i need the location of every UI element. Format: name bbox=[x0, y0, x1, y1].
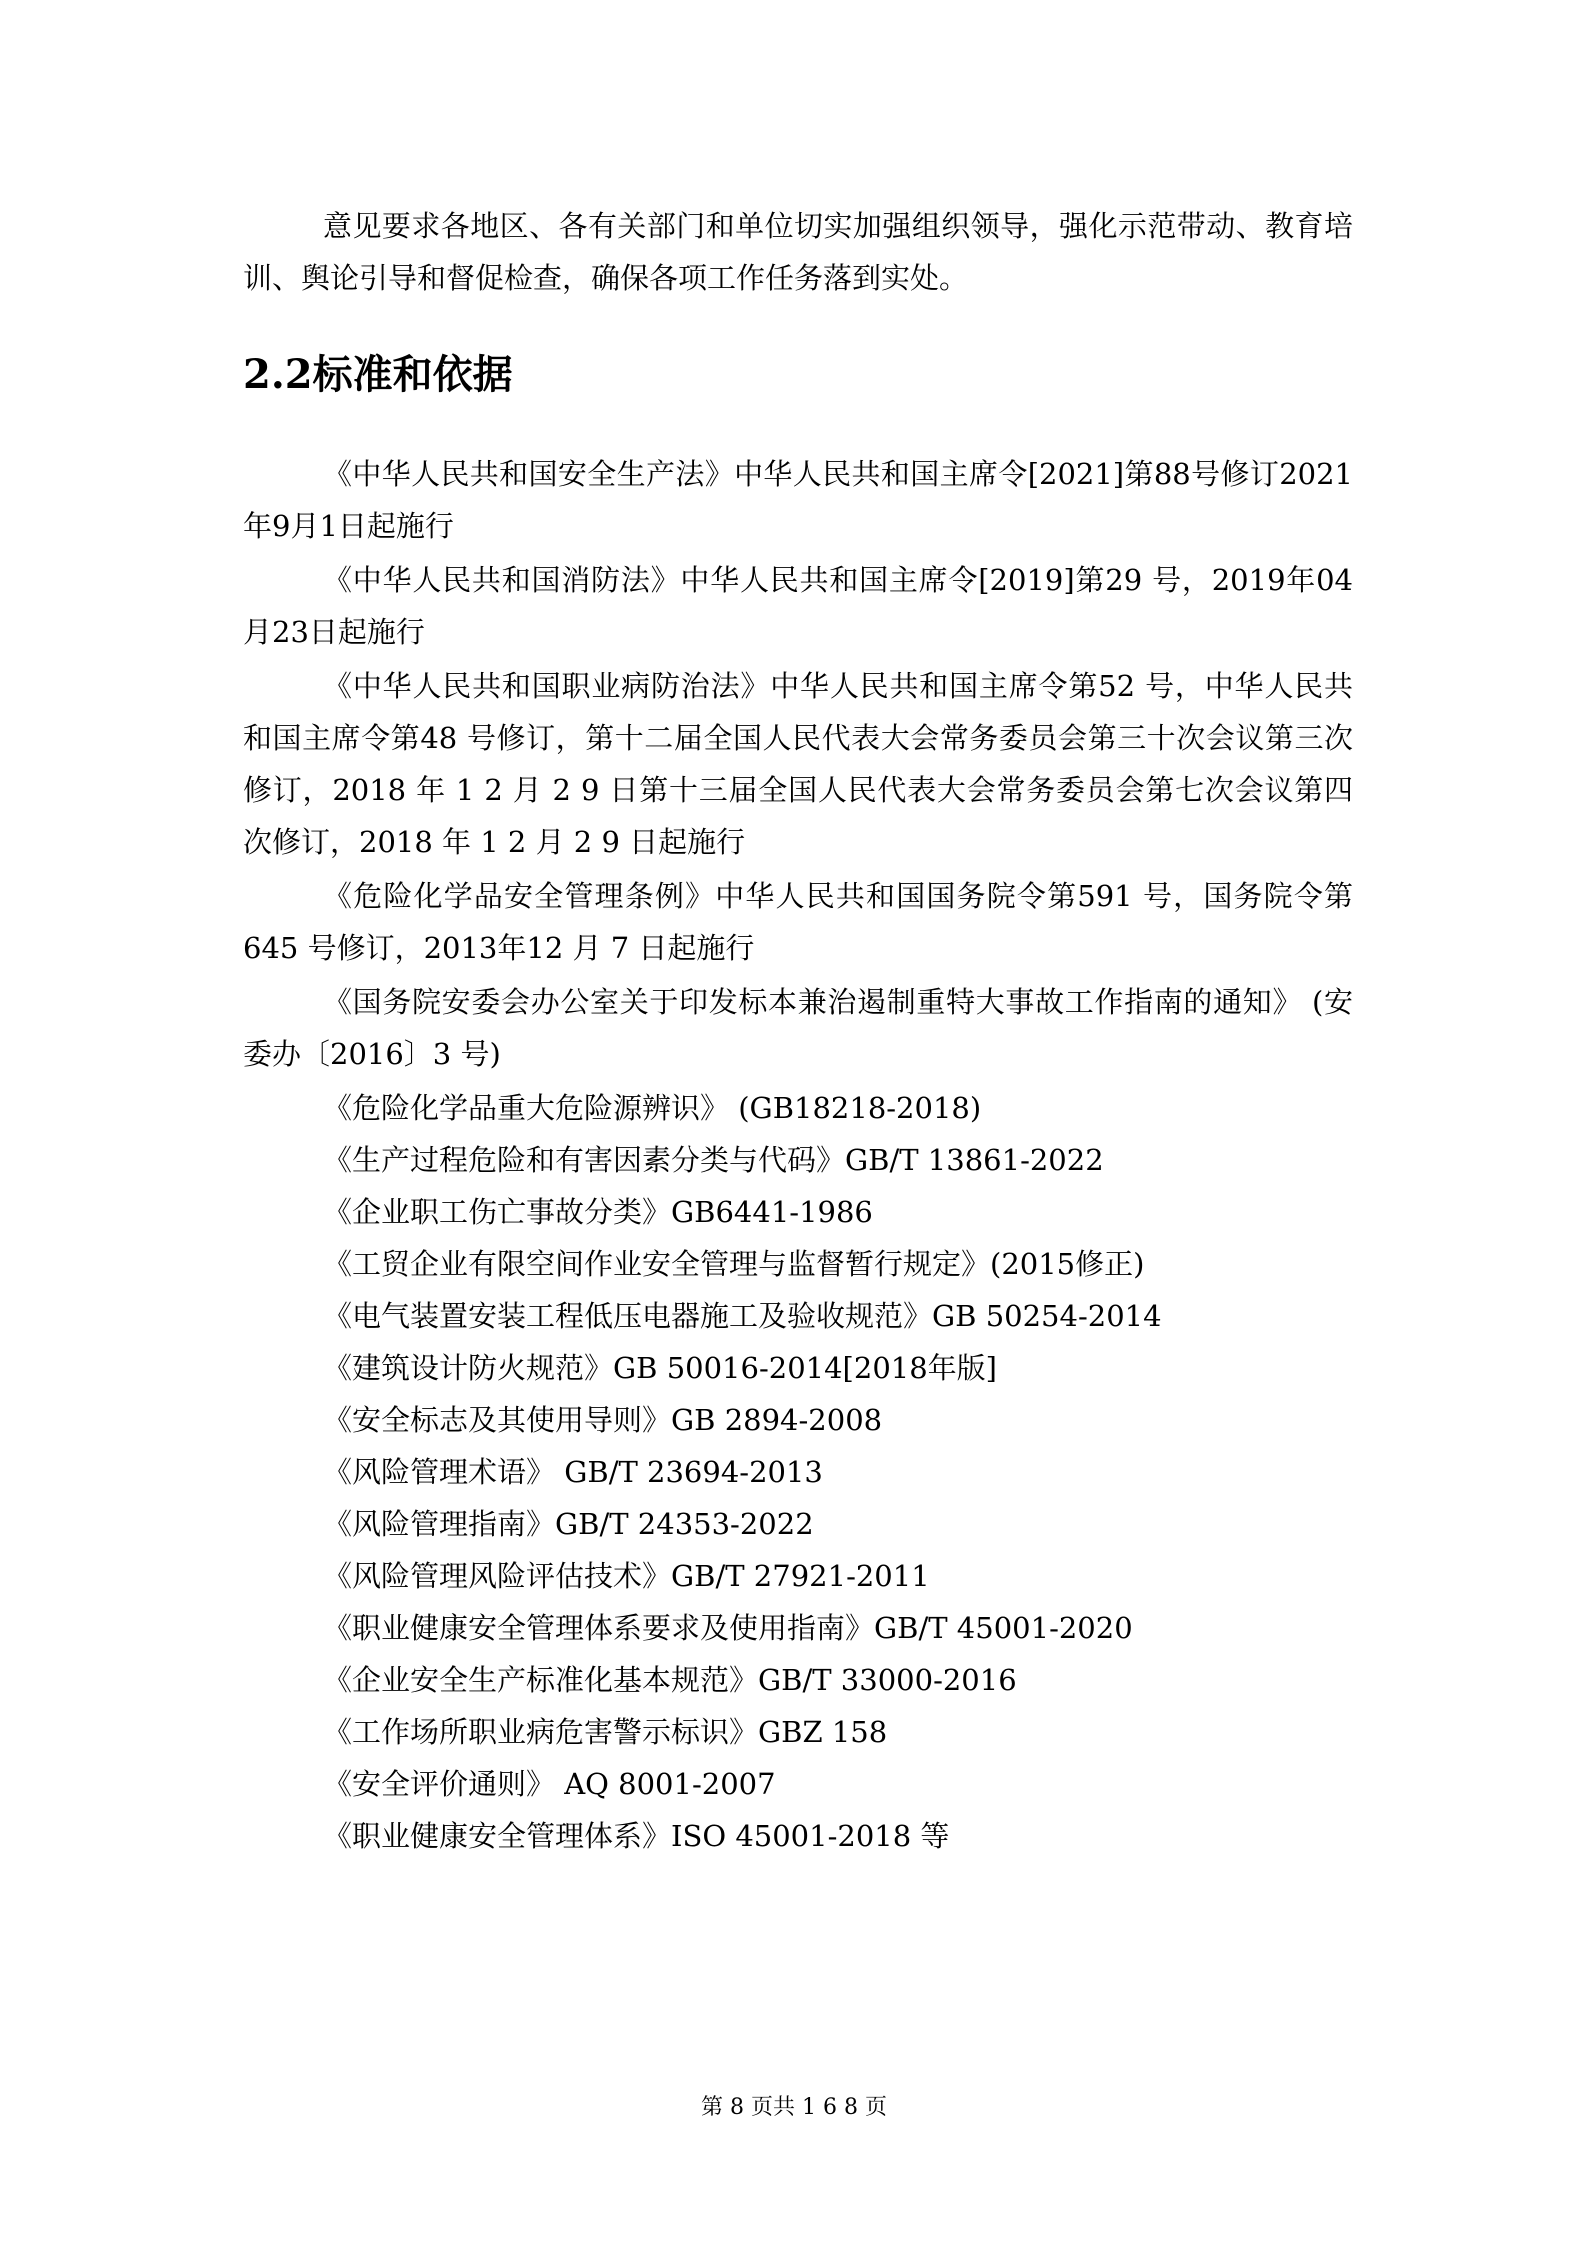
reference-item: 《企业安全生产标准化基本规范》GB/T 33000-2016 bbox=[323, 1663, 1017, 1697]
reference-item: 《国务院安委会办公室关于印发标本兼治遏制重特大事故工作指南的通知》 (安委办〔2016〕3 号) bbox=[243, 985, 1353, 1071]
reference-item: 《中华人民共和国安全生产法》中华人民共和国主席令[2021]第88号修订2021 年9月1日起施行 bbox=[243, 457, 1353, 543]
reference-item: 《电气装置安装工程低压电器施工及验收规范》GB 50254-2014 bbox=[323, 1299, 1162, 1333]
reference-item: 《危险化学品重大危险源辨识》 (GB18218-2018) bbox=[323, 1091, 982, 1125]
reference-item: 《工贸企业有限空间作业安全管理与监督暂行规定》(2015修正) bbox=[323, 1247, 1145, 1281]
reference-item: 《风险管理术语》 GB/T 23694-2013 bbox=[323, 1455, 823, 1489]
intro-paragraph-block bbox=[243, 200, 1353, 304]
reference-item: 《职业健康安全管理体系》ISO 45001-2018 等 bbox=[323, 1819, 950, 1853]
reference-item: 《企业职工伤亡事故分类》GB6441-1986 bbox=[323, 1195, 873, 1229]
reference-item: 《风险管理风险评估技术》GB/T 27921-2011 bbox=[323, 1559, 930, 1593]
reference-item: 《风险管理指南》GB/T 24353-2022 bbox=[323, 1507, 814, 1541]
reference-item: 《安全标志及其使用导则》GB 2894-2008 bbox=[323, 1403, 883, 1437]
reference-item: 《职业健康安全管理体系要求及使用指南》GB/T 45001-2020 bbox=[323, 1611, 1133, 1645]
page-number-footer: 第 8 页共 1 6 8 页 bbox=[701, 2095, 887, 2120]
reference-item: 《中华人民共和国职业病防治法》中华人民共和国主席令第52 号，中华人民共和国主席令第48 号修订，第十二届全国人民代表大会常务委员会第三十次会议第三次修订，2018 年 1 2 月 2 9 日第十三届全国人民代表大会常务委员会第七次会议第四次修订，2018 年 1 2 月 2 9 日起施行 bbox=[243, 669, 1353, 859]
reference-item: 《建筑设计防火规范》GB 50016-2014[2018年版] bbox=[323, 1351, 997, 1385]
intro-paragraph: 意见要求各地区、各有关部门和单位切实加强组织领导，强化示范带动、教育培训、舆论引导和督促检查，确保各项工作任务落到实处。 bbox=[243, 209, 1353, 295]
section-heading: 2.2标准和依据 bbox=[243, 351, 513, 398]
reference-list bbox=[243, 448, 1353, 1862]
reference-item: 《危险化学品安全管理条例》中华人民共和国国务院令第591 号，国务院令第645 号修订，2013年12 月 7 日起施行 bbox=[243, 879, 1353, 965]
reference-item: 《中华人民共和国消防法》中华人民共和国主席令[2019]第29 号，2019年04月23日起施行 bbox=[243, 563, 1353, 649]
reference-item: 《生产过程危险和有害因素分类与代码》GB/T 13861-2022 bbox=[323, 1143, 1104, 1177]
reference-item: 《工作场所职业病危害警示标识》GBZ 158 bbox=[323, 1715, 888, 1749]
reference-item: 《安全评价通则》 AQ 8001-2007 bbox=[323, 1767, 776, 1801]
